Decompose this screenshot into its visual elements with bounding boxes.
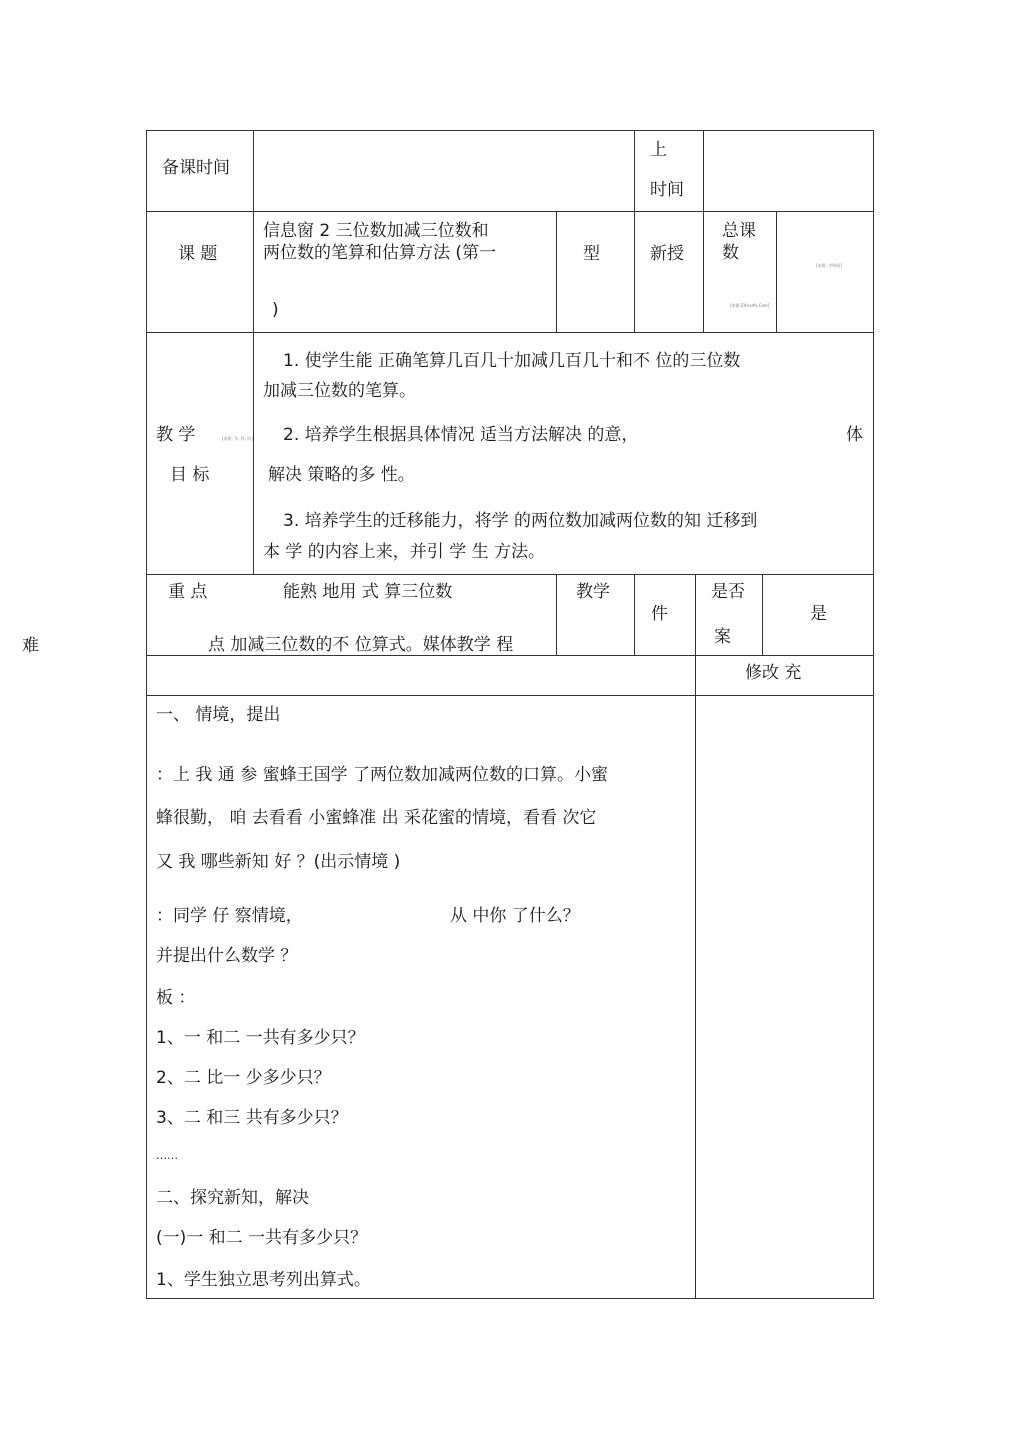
table-border-top [146,130,874,131]
keypoints-content-1: 能熟 地用 式 算三位数 [283,582,453,602]
col-divider [762,574,763,655]
lesson-type-label: 型 [583,244,600,264]
row-divider [146,695,874,696]
source-watermark: [来源: 学科网] [816,263,842,268]
process-paragraph-line: ：同学 仔 察情境， [156,906,303,926]
difficulty-label: 难 [22,636,39,656]
plan-label-2: 案 [714,627,731,647]
col-divider [556,574,557,655]
col-divider [703,130,704,211]
col-divider [634,211,635,332]
goals-label-1: 教 学 [156,425,196,445]
total-lessons-label-2: 数 [722,243,739,263]
question-item: 1、一 和二 一共有多少只？ [156,1028,365,1048]
goal-2-line1: 2. 培养学生根据具体情况 适当方法解决 的意， [283,425,639,445]
table-border-bottom [146,1298,874,1299]
col-divider [253,130,254,574]
process-paragraph-line: ：上 我 通 参 蜜蜂王国学 了两位数加减两位数的口算。小蜜 [156,765,609,785]
topic-label: 课 题 [178,244,218,264]
row-divider [146,574,874,575]
row-divider [146,332,874,333]
col-divider [695,574,696,1298]
question-item: 3、二 和三 共有多少只？ [156,1108,348,1128]
row-divider [146,211,874,212]
keypoints-label: 重 点 [168,582,208,602]
col-divider [776,211,777,332]
table-border-right [873,130,874,1299]
keypoints-content-2: 点 加减三位数的不 位算式。媒体教学 程 [208,635,514,655]
media-label: 教学 [576,582,610,602]
topic-title-line1: 信息窗 2 三位数加减三位数和 [263,221,489,241]
lesson-type-value: 新授 [650,244,684,264]
table-border-left [146,130,147,1299]
goal-2-line2: 解决 策略的多 性。 [268,465,415,485]
col-divider [634,574,635,655]
col-divider [634,130,635,211]
goal-3-line2: 本 学 的内容上来，并引 学 生 方法。 [263,542,546,562]
process-paragraph-line: 蜂很勤， 咱 去看看 小蜜蜂准 出 采花蜜的情境，看看 次它 [156,808,597,828]
revise-header: 修改 充 [745,663,802,683]
section-2-step: 1、学生独立思考列出算式。 [156,1270,371,1290]
board-label: 板 ： [156,988,196,1008]
process-paragraph-line: 又 我 哪些新知 好 ？(出示情境 ) [156,852,401,872]
class-time-label-bottom: 时间 [650,180,684,200]
col-divider [703,211,704,332]
col-divider [556,211,557,332]
row-divider [146,655,874,656]
ellipsis: …… [156,1149,178,1162]
source-watermark: [来源:Z#xx#k.Com] [730,303,770,308]
source-watermark: [来源: 学, 科, 网] [222,436,253,441]
class-time-label-top: 上 [650,140,667,160]
goal-1-line2: 加减三位数的笔算。 [263,381,416,401]
goal-1-line1: 1. 使学生能 正确笔算几百几十加减几百几十和不 位的三位数 [283,351,741,371]
question-item: 2、二 比一 少多少只？ [156,1068,331,1088]
plan-label-1: 是否 [711,582,745,602]
topic-title-line2: 两位数的笔算和估算方法 (第一 [263,243,497,263]
prep-time-label: 备课时间 [162,158,230,178]
section-2-title: 二、探究新知，解决 [156,1188,309,1208]
process-paragraph-line: 从 中你 了什么？ [450,906,580,926]
process-paragraph-line: 并提出什么数学 ？ [156,946,298,966]
goal-2-line1-end: 体 [846,425,863,445]
media-value: 件 [651,604,668,624]
plan-value: 是 [810,604,827,624]
section-2-subtitle: (一)一 和二 一共有多少只？ [156,1228,368,1248]
topic-title-line3: ) [272,300,279,320]
goal-3-line1: 3. 培养学生的迁移能力，将学 的两位数加减两位数的知 迁移到 [283,511,758,531]
goals-label-2: 目 标 [170,465,210,485]
section-1-title: 一、 情境，提出 [156,705,281,725]
total-lessons-label-1: 总课 [722,221,756,241]
